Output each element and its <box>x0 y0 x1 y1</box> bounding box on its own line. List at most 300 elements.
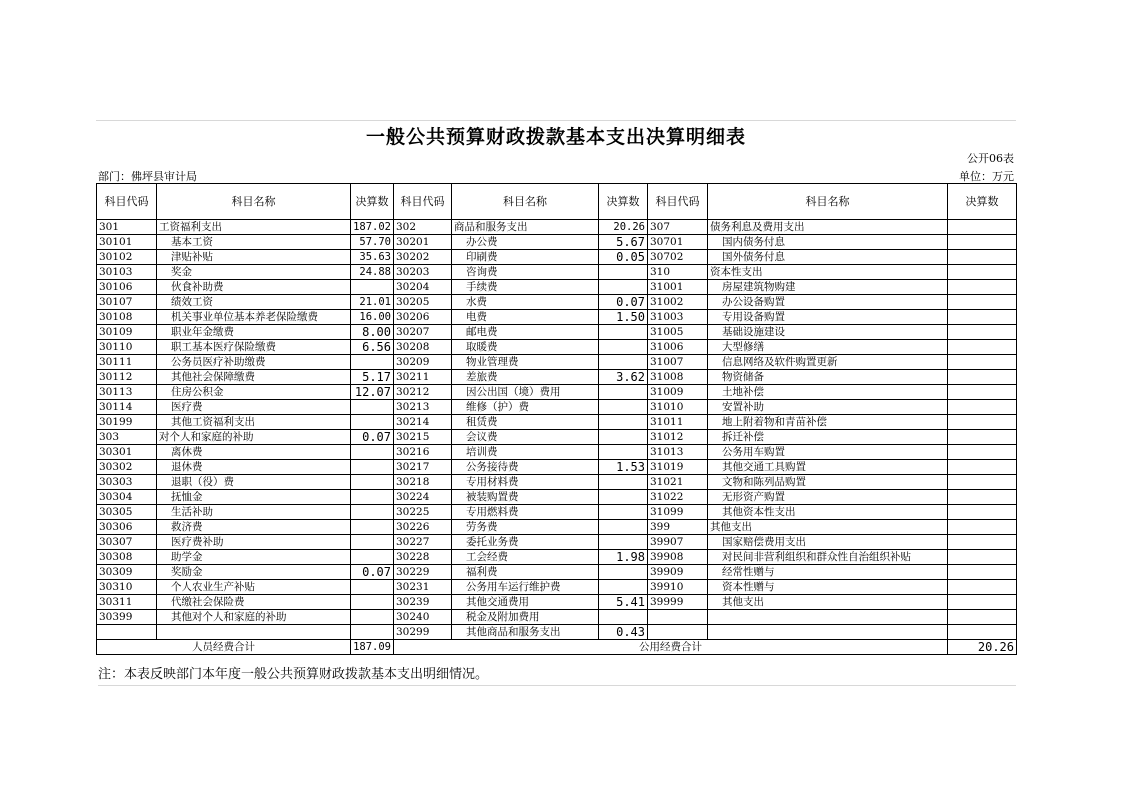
amount <box>948 505 1017 520</box>
subject-name: 专用材料费 <box>452 475 599 490</box>
amount <box>599 265 648 280</box>
header-amount-1: 决算数 <box>351 184 394 220</box>
public-total-label: 公用经费合计 <box>394 640 948 655</box>
subject-code: 30112 <box>97 370 157 385</box>
subject-code <box>648 610 708 625</box>
amount <box>599 535 648 550</box>
subject-name: 救济费 <box>157 520 351 535</box>
table-row <box>97 430 1017 445</box>
subject-name: 生活补助 <box>157 505 351 520</box>
subject-name: 机关事业单位基本养老保险缴费 <box>157 310 351 325</box>
subject-name: 工会经费 <box>452 550 599 565</box>
subject-name: 培训费 <box>452 445 599 460</box>
header-name-1: 科目名称 <box>157 184 351 220</box>
amount <box>948 310 1017 325</box>
amount <box>599 565 648 580</box>
subject-code: 30216 <box>394 445 452 460</box>
amount <box>599 355 648 370</box>
subject-code: 30213 <box>394 400 452 415</box>
report-title: 一般公共预算财政拨款基本支出决算明细表 <box>96 120 1016 149</box>
subject-code: 30228 <box>394 550 452 565</box>
table-row <box>97 580 1017 595</box>
subject-name: 会议费 <box>452 430 599 445</box>
subject-name: 安置补助 <box>708 400 948 415</box>
subject-code: 31009 <box>648 385 708 400</box>
subject-name: 基础设施建设 <box>708 325 948 340</box>
amount <box>948 460 1017 475</box>
subject-name: 劳务费 <box>452 520 599 535</box>
subject-code: 30106 <box>97 280 157 295</box>
subject-name: 国家赔偿费用支出 <box>708 535 948 550</box>
subject-code: 31021 <box>648 475 708 490</box>
amount <box>351 400 394 415</box>
table-row <box>97 370 1017 385</box>
amount <box>599 580 648 595</box>
subject-name: 助学金 <box>157 550 351 565</box>
subject-code: 30218 <box>394 475 452 490</box>
subject-code: 30107 <box>97 295 157 310</box>
amount: 0.07 <box>599 295 648 310</box>
subject-code: 30211 <box>394 370 452 385</box>
subject-code: 30114 <box>97 400 157 415</box>
table-row <box>97 340 1017 355</box>
subject-name: 其他工资福利支出 <box>157 415 351 430</box>
subject-name: 拆迁补偿 <box>708 430 948 445</box>
subject-name: 大型修缮 <box>708 340 948 355</box>
amount <box>948 400 1017 415</box>
table-row <box>97 250 1017 265</box>
subject-name: 公务用车购置 <box>708 445 948 460</box>
table-row <box>97 235 1017 250</box>
subject-code: 303 <box>97 430 157 445</box>
header-code-2: 科目代码 <box>394 184 452 220</box>
amount: 187.02 <box>351 220 394 235</box>
amount: 20.26 <box>599 220 648 235</box>
table-row <box>97 565 1017 580</box>
amount <box>351 580 394 595</box>
subject-name: 工资福利支出 <box>157 220 351 235</box>
subject-name: 津贴补贴 <box>157 250 351 265</box>
subject-code: 30214 <box>394 415 452 430</box>
amount <box>351 625 394 640</box>
amount: 12.07 <box>351 385 394 400</box>
subject-name: 委托业务费 <box>452 535 599 550</box>
subject-code: 307 <box>648 220 708 235</box>
subject-name: 其他交通工具购置 <box>708 460 948 475</box>
amount: 24.88 <box>351 265 394 280</box>
public-total-value: 20.26 <box>948 640 1017 655</box>
subject-name: 离休费 <box>157 445 351 460</box>
subject-code: 30209 <box>394 355 452 370</box>
amount <box>948 370 1017 385</box>
subject-name <box>708 610 948 625</box>
subject-code: 31099 <box>648 505 708 520</box>
subject-name: 资本性支出 <box>708 265 948 280</box>
subject-name: 职工基本医疗保险缴费 <box>157 340 351 355</box>
subject-name: 税金及附加费用 <box>452 610 599 625</box>
subject-name: 其他支出 <box>708 595 948 610</box>
subject-name: 债务利息及费用支出 <box>708 220 948 235</box>
subject-name: 土地补偿 <box>708 385 948 400</box>
table-row <box>97 295 1017 310</box>
subject-name: 医疗费补助 <box>157 535 351 550</box>
amount <box>948 340 1017 355</box>
subject-name: 绩效工资 <box>157 295 351 310</box>
amount <box>948 385 1017 400</box>
table-row <box>97 280 1017 295</box>
subject-name: 信息网络及软件购置更新 <box>708 355 948 370</box>
subject-code: 30308 <box>97 550 157 565</box>
subject-code: 30302 <box>97 460 157 475</box>
subject-code: 31008 <box>648 370 708 385</box>
subject-code: 30205 <box>394 295 452 310</box>
amount <box>948 550 1017 565</box>
subject-name: 公务员医疗补助缴费 <box>157 355 351 370</box>
subject-code: 30109 <box>97 325 157 340</box>
subject-code: 30306 <box>97 520 157 535</box>
subject-code: 301 <box>97 220 157 235</box>
amount <box>599 385 648 400</box>
subject-name: 个人农业生产补贴 <box>157 580 351 595</box>
subject-code: 31006 <box>648 340 708 355</box>
amount <box>599 490 648 505</box>
amount <box>599 610 648 625</box>
amount <box>351 550 394 565</box>
subject-code: 30110 <box>97 340 157 355</box>
amount <box>948 610 1017 625</box>
subject-name: 公务接待费 <box>452 460 599 475</box>
amount <box>948 220 1017 235</box>
subject-code: 30215 <box>394 430 452 445</box>
amount: 0.43 <box>599 625 648 640</box>
subject-name: 专用设备购置 <box>708 310 948 325</box>
subject-code: 39999 <box>648 595 708 610</box>
header-name-2: 科目名称 <box>452 184 599 220</box>
subject-name: 其他交通费用 <box>452 595 599 610</box>
amount <box>599 445 648 460</box>
subject-name: 对民间非营利组织和群众性自治组织补贴 <box>708 550 948 565</box>
subject-name: 其他资本性支出 <box>708 505 948 520</box>
subject-name: 对个人和家庭的补助 <box>157 430 351 445</box>
table-row <box>97 610 1017 625</box>
subject-name: 专用燃料费 <box>452 505 599 520</box>
table-row <box>97 385 1017 400</box>
subject-code: 30231 <box>394 580 452 595</box>
subject-code <box>97 625 157 640</box>
amount <box>948 475 1017 490</box>
subject-code: 30229 <box>394 565 452 580</box>
table-row <box>97 505 1017 520</box>
amount <box>351 595 394 610</box>
table-row <box>97 325 1017 340</box>
subject-name: 物资储备 <box>708 370 948 385</box>
subject-name: 福利费 <box>452 565 599 580</box>
amount <box>599 400 648 415</box>
subject-name: 办公设备购置 <box>708 295 948 310</box>
subject-name: 伙食补助费 <box>157 280 351 295</box>
table-row <box>97 445 1017 460</box>
subject-name: 咨询费 <box>452 265 599 280</box>
amount <box>948 520 1017 535</box>
subject-code: 30227 <box>394 535 452 550</box>
subject-name: 电费 <box>452 310 599 325</box>
subject-code: 30307 <box>97 535 157 550</box>
subject-name: 基本工资 <box>157 235 351 250</box>
subject-name: 被装购置费 <box>452 490 599 505</box>
subject-code: 31013 <box>648 445 708 460</box>
amount <box>948 625 1017 640</box>
table-row <box>97 310 1017 325</box>
subject-name: 奖励金 <box>157 565 351 580</box>
amount <box>948 445 1017 460</box>
subject-name: 抚恤金 <box>157 490 351 505</box>
amount: 1.98 <box>599 550 648 565</box>
amount: 57.70 <box>351 235 394 250</box>
subject-code: 39907 <box>648 535 708 550</box>
amount <box>948 490 1017 505</box>
amount <box>599 325 648 340</box>
amount: 1.53 <box>599 460 648 475</box>
header-amount-3: 决算数 <box>948 184 1017 220</box>
amount <box>351 505 394 520</box>
table-number: 公开06表 <box>967 152 1014 165</box>
amount <box>599 475 648 490</box>
amount: 35.63 <box>351 250 394 265</box>
expenditure-table <box>96 183 1017 655</box>
subject-name: 水费 <box>452 295 599 310</box>
subject-name: 退职（役）费 <box>157 475 351 490</box>
personnel-total-label: 人员经费合计 <box>97 640 351 655</box>
amount <box>948 565 1017 580</box>
amount <box>351 520 394 535</box>
table-row <box>97 265 1017 280</box>
subject-code: 30207 <box>394 325 452 340</box>
subject-name: 职业年金缴费 <box>157 325 351 340</box>
table-row <box>97 415 1017 430</box>
subject-code: 31022 <box>648 490 708 505</box>
amount <box>351 280 394 295</box>
amount <box>948 250 1017 265</box>
table-row <box>97 535 1017 550</box>
subject-code: 30299 <box>394 625 452 640</box>
subject-code: 39908 <box>648 550 708 565</box>
amount <box>599 340 648 355</box>
subject-name: 资本性赠与 <box>708 580 948 595</box>
subject-name: 其他商品和服务支出 <box>452 625 599 640</box>
amount: 3.62 <box>599 370 648 385</box>
footnote: 注：本表反映部门本年度一般公共预算财政拨款基本支出明细情况。 <box>98 665 1016 686</box>
subject-code: 31010 <box>648 400 708 415</box>
subject-name: 退休费 <box>157 460 351 475</box>
subject-name: 其他支出 <box>708 520 948 535</box>
subject-code: 30199 <box>97 415 157 430</box>
subject-code: 30701 <box>648 235 708 250</box>
subject-name: 物业管理费 <box>452 355 599 370</box>
amount <box>351 355 394 370</box>
subject-code: 30226 <box>394 520 452 535</box>
subject-code: 31002 <box>648 295 708 310</box>
amount <box>351 535 394 550</box>
subject-code: 30239 <box>394 595 452 610</box>
subject-code: 31005 <box>648 325 708 340</box>
amount: 6.56 <box>351 340 394 355</box>
subject-code: 30204 <box>394 280 452 295</box>
subject-code: 30102 <box>97 250 157 265</box>
subject-code: 31003 <box>648 310 708 325</box>
subject-code: 30203 <box>394 265 452 280</box>
subject-name: 维修（护）费 <box>452 400 599 415</box>
subject-name: 住房公积金 <box>157 385 351 400</box>
subject-name: 代缴社会保险费 <box>157 595 351 610</box>
subject-name: 房屋建筑物购建 <box>708 280 948 295</box>
amount <box>948 280 1017 295</box>
amount <box>351 460 394 475</box>
subject-code: 30208 <box>394 340 452 355</box>
header-code-1: 科目代码 <box>97 184 157 220</box>
subject-code: 30224 <box>394 490 452 505</box>
subject-name: 医疗费 <box>157 400 351 415</box>
subject-code: 31012 <box>648 430 708 445</box>
table-header-row <box>97 184 1017 220</box>
subject-name: 租赁费 <box>452 415 599 430</box>
amount: 5.17 <box>351 370 394 385</box>
subject-code: 30111 <box>97 355 157 370</box>
subject-code: 30206 <box>394 310 452 325</box>
subject-name: 奖金 <box>157 265 351 280</box>
amount <box>599 280 648 295</box>
subject-name: 因公出国（境）费用 <box>452 385 599 400</box>
table-body <box>97 220 1017 640</box>
table-row <box>97 520 1017 535</box>
subject-code: 39910 <box>648 580 708 595</box>
amount <box>948 325 1017 340</box>
subject-name: 公务用车运行维护费 <box>452 580 599 595</box>
amount <box>948 535 1017 550</box>
subject-name: 文物和陈列品购置 <box>708 475 948 490</box>
subject-code: 30311 <box>97 595 157 610</box>
amount <box>599 430 648 445</box>
subject-code: 30304 <box>97 490 157 505</box>
subject-code: 30101 <box>97 235 157 250</box>
header-code-3: 科目代码 <box>648 184 708 220</box>
amount: 1.50 <box>599 310 648 325</box>
header-amount-2: 决算数 <box>599 184 648 220</box>
amount: 0.07 <box>351 565 394 580</box>
table-row <box>97 550 1017 565</box>
subject-code: 31007 <box>648 355 708 370</box>
amount <box>948 415 1017 430</box>
amount <box>948 295 1017 310</box>
amount <box>599 505 648 520</box>
amount: 8.00 <box>351 325 394 340</box>
subject-name: 国内债务付息 <box>708 235 948 250</box>
amount <box>948 580 1017 595</box>
subject-name <box>157 625 351 640</box>
subject-code: 31001 <box>648 280 708 295</box>
subject-code: 30702 <box>648 250 708 265</box>
subject-name <box>708 625 948 640</box>
subject-name: 经常性赠与 <box>708 565 948 580</box>
subject-code: 30212 <box>394 385 452 400</box>
subject-name: 无形资产购置 <box>708 490 948 505</box>
department-label: 部门：佛坪县审计局 <box>98 170 197 183</box>
amount: 0.07 <box>351 430 394 445</box>
subject-code: 39909 <box>648 565 708 580</box>
personnel-total-value: 187.09 <box>351 640 394 655</box>
subject-code: 30399 <box>97 610 157 625</box>
subject-code: 30309 <box>97 565 157 580</box>
amount: 0.05 <box>599 250 648 265</box>
subject-code: 30301 <box>97 445 157 460</box>
subject-name: 其他对个人和家庭的补助 <box>157 610 351 625</box>
subject-code: 30240 <box>394 610 452 625</box>
table-row <box>97 595 1017 610</box>
subject-code: 30103 <box>97 265 157 280</box>
subject-code: 31019 <box>648 460 708 475</box>
subject-code: 30113 <box>97 385 157 400</box>
amount: 5.41 <box>599 595 648 610</box>
amount <box>351 415 394 430</box>
subject-code: 30201 <box>394 235 452 250</box>
unit-label: 单位：万元 <box>959 170 1014 183</box>
subject-name: 地上附着物和青苗补偿 <box>708 415 948 430</box>
subject-code: 30202 <box>394 250 452 265</box>
subject-name: 差旅费 <box>452 370 599 385</box>
subject-name: 国外债务付息 <box>708 250 948 265</box>
table-row <box>97 625 1017 640</box>
subject-code: 31011 <box>648 415 708 430</box>
subject-name: 印刷费 <box>452 250 599 265</box>
subject-code: 30108 <box>97 310 157 325</box>
table-row <box>97 490 1017 505</box>
subject-code: 30225 <box>394 505 452 520</box>
subject-code: 30303 <box>97 475 157 490</box>
subject-name: 商品和服务支出 <box>452 220 599 235</box>
amount: 5.67 <box>599 235 648 250</box>
amount: 16.00 <box>351 310 394 325</box>
subject-code: 310 <box>648 265 708 280</box>
subject-name: 手续费 <box>452 280 599 295</box>
subject-name: 其他社会保障缴费 <box>157 370 351 385</box>
amount <box>351 490 394 505</box>
subject-code: 399 <box>648 520 708 535</box>
amount: 21.01 <box>351 295 394 310</box>
subject-code <box>648 625 708 640</box>
amount <box>599 520 648 535</box>
subject-code: 302 <box>394 220 452 235</box>
table-row <box>97 475 1017 490</box>
subject-code: 30217 <box>394 460 452 475</box>
table-row <box>97 400 1017 415</box>
amount <box>351 475 394 490</box>
subject-name: 邮电费 <box>452 325 599 340</box>
subject-code: 30305 <box>97 505 157 520</box>
subject-name: 办公费 <box>452 235 599 250</box>
table-row <box>97 460 1017 475</box>
table-row <box>97 355 1017 370</box>
amount <box>948 595 1017 610</box>
amount <box>948 235 1017 250</box>
totals-row <box>97 640 1017 655</box>
subject-name: 取暖费 <box>452 340 599 355</box>
header-name-3: 科目名称 <box>708 184 948 220</box>
subject-code: 30310 <box>97 580 157 595</box>
amount <box>351 445 394 460</box>
amount <box>948 355 1017 370</box>
amount <box>599 415 648 430</box>
amount <box>948 265 1017 280</box>
amount <box>351 610 394 625</box>
